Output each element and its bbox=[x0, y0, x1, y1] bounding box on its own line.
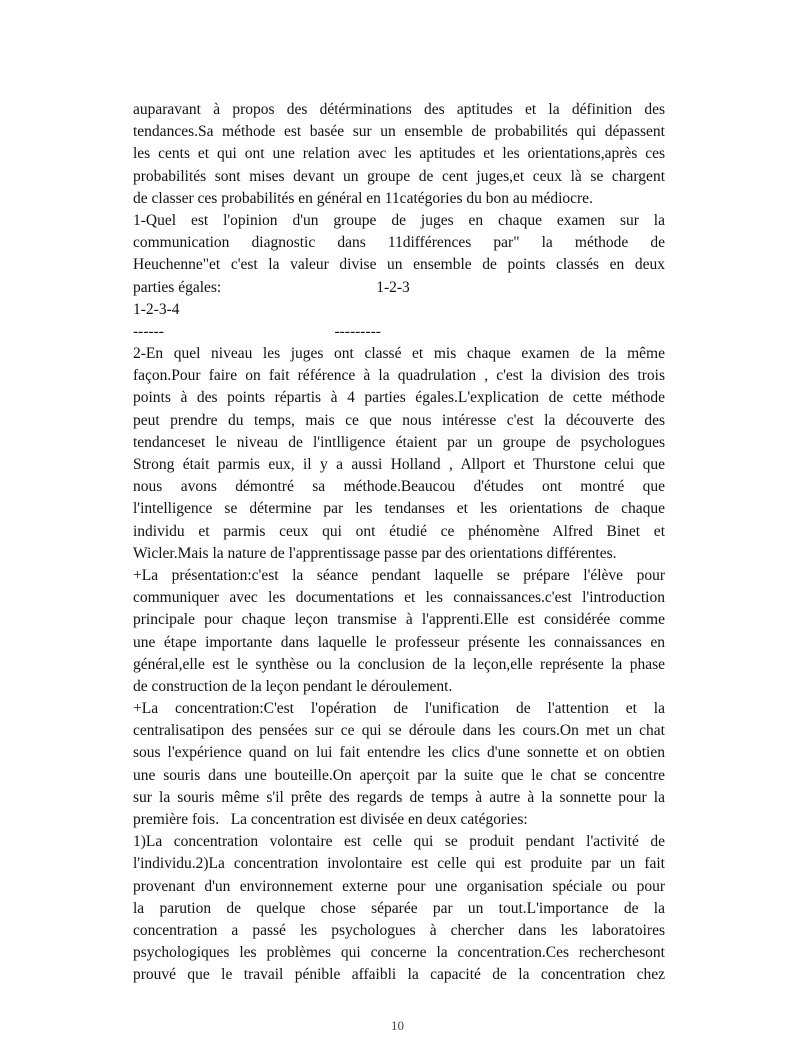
text-line: la parution de quelque chose séparée par un tout.L'importance de la bbox=[133, 899, 665, 917]
text-line: général,elle est le synthèse ou la conclusion de la leçon,elle représente la phase bbox=[133, 655, 665, 673]
text-line: première fois. La concentration est divisée en deux catégories: bbox=[133, 811, 528, 828]
text-line: Strong était parmis eux, il y a aussi Holland , Allport et Thurstone celui que bbox=[133, 456, 665, 473]
text-line: provenant d'un environnement externe pour une organisation spéciale ou pour bbox=[133, 877, 665, 895]
text-line: sous l'expérience quand on lui fait entendre les clics d'une sonnette et on obtien bbox=[133, 744, 665, 762]
text-line: tendanceset le niveau de l'intlligence étaient par un groupe de psychologues bbox=[133, 433, 665, 451]
text-line: parties égales: 1-2-3 bbox=[133, 278, 410, 296]
text-line: communication diagnostic dans 11différences par" la méthode de bbox=[133, 234, 665, 252]
text-line: une étape importante dans laquelle le professeur présente les connaissances en bbox=[133, 633, 665, 651]
text-line: +La concentration:C'est l'opération de l'unification de l'attention et la bbox=[133, 700, 665, 718]
text-line: les cents et qui ont une relation avec les aptitudes et les orientations,après ces bbox=[133, 145, 665, 163]
text-line: probabilités sont mises devant un groupe de cent juges,et ceux là se chargent bbox=[133, 167, 665, 185]
text-line: 1-2-3-4 bbox=[133, 300, 180, 318]
text-line: prouvé que le travail pénible affaibli la capacité de la concentration chez bbox=[133, 966, 665, 984]
text-line: centralisatipon des pensées sur ce qui se déroule dans les cours.On met un chat bbox=[133, 722, 665, 740]
text-line: de construction de la leçon pendant le déroulement. bbox=[133, 677, 453, 695]
text-line: psychologiques les problèmes qui concerne la concentration.Ces recherchesont bbox=[133, 944, 665, 962]
text-line: ------ --------- bbox=[133, 322, 381, 340]
text-line: concentration a passé les psychologues à chercher dans les laboratoires bbox=[133, 921, 665, 939]
text-line: auparavant à propos des détérminations des aptitudes et la définition des bbox=[133, 101, 665, 118]
text-line: 1-Quel est l'opinion d'un groupe de juges en chaque examen sur la bbox=[133, 211, 665, 229]
text-line: sur la souris même s'il prête des regards de temps à autre à la sonnette pour la bbox=[133, 788, 665, 806]
text-line: une souris dans une bouteille.On aperçoit par la suite que le chat se concentre bbox=[133, 766, 665, 784]
text-line: Wicler.Mais la nature de l'apprentissage passe par des orientations différentes. bbox=[133, 544, 617, 562]
text-line: principale pour chaque leçon transmise à l'apprenti.Elle est considérée comme bbox=[133, 611, 665, 629]
text-line: tendances.Sa méthode est basée sur un ensemble de probabilités qui dépassent bbox=[133, 123, 665, 141]
text-line: l'intelligence se détermine par les tendanses et les orientations de chaque bbox=[133, 500, 665, 518]
text-line: nous avons démontré sa méthode.Beaucou d'études ont montré que bbox=[133, 478, 665, 496]
body-text bbox=[133, 99, 665, 987]
text-line: façon.Pour faire on fait référence à la quadrulation , c'est la division des trois bbox=[133, 367, 665, 385]
text-line: 1)La concentration volontaire est celle qui se produit pendant l'activité de bbox=[133, 833, 665, 851]
text-line: points à des points répartis à 4 parties égales.L'explication de cette méthode bbox=[133, 389, 665, 407]
text-line: de classer ces probabilités en général en 11catégories du bon au médiocre. bbox=[133, 189, 593, 207]
text-line: individu et parmis ceux qui ont étudié ce phénomène Alfred Binet et bbox=[133, 522, 665, 540]
text-line: peut prendre du temps, mais ce que nous intéresse c'est la découverte des bbox=[133, 411, 665, 429]
text-line: +La présentation:c'est la séance pendant laquelle se prépare l'élève pour bbox=[133, 566, 665, 584]
text-line: Heuchenne"et c'est la valeur divise un ensemble de points classés en deux bbox=[133, 256, 665, 274]
text-line: communiquer avec les documentations et les connaissances.c'est l'introduction bbox=[133, 589, 665, 607]
text-line: 2-En quel niveau les juges ont classé et mis chaque examen de la même bbox=[133, 345, 665, 363]
text-line: l'individu.2)La concentration involontaire est celle qui est produite par un fait bbox=[133, 855, 665, 873]
page-number: 10 bbox=[391, 1018, 404, 1033]
